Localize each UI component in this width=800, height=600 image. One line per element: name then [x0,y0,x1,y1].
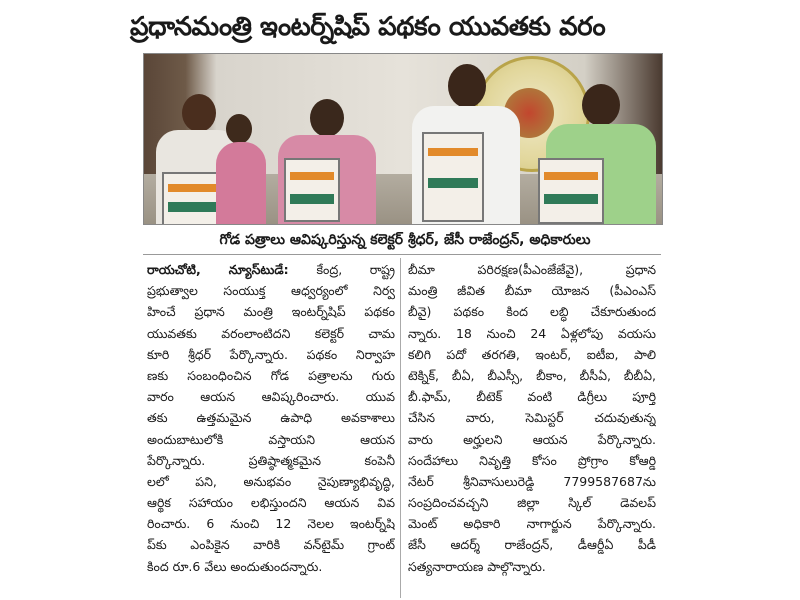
article-column-2 [408,259,656,577]
article-line: ప్రభుత్వాల సంయుక్త ఆధ్వర్యంలో నిర్వ [147,283,395,299]
article-line: మెంట్ అధికారి నాగార్జున పేర్కొన్నారు. [408,516,656,532]
article-line: వారు అర్హులని ఆయన పేర్కొన్నారు. [408,431,656,447]
article-column-1 [147,259,395,577]
article-line: సత్యనారాయణ పాల్గొన్నారు. [408,558,546,574]
article-line: తకు ఉత్తమమైన ఉపాధి అవకాశాలు [147,410,395,426]
article-line: యువతకు వరంలాంటిదని కలెక్టర్ చామ [147,325,395,341]
article-line: నేటర్ శ్రీనివాసులురెడ్డి 7799587687ను [408,473,656,489]
article-line: టెక్నిక్, బీఏ, బీఎస్సీ, బీకాం, బీసీఏ, బీబీఏ, [408,367,656,383]
article-line: కింద రూ.6 వేలు అందుతుందన్నారు. [147,558,323,574]
article-line: పేర్కొన్నారు. ప్రతిష్ఠాత్మకమైన కంపెనీ [147,452,395,468]
article-line: లలో పని, అనుభవం నైపుణ్యాభివృద్ధి, [147,473,395,489]
article-line: కూరి శ్రీధర్ పేర్కొన్నారు. పథకం నిర్వాహ [147,346,395,362]
article-line: అందుబాటులోకి వస్తాయని ఆయన [147,431,395,447]
article-line: బీమా పరిరక్షణ(పీఎంజేజేవై), ప్రధాన [408,262,656,277]
article-line: జేసీ ఆదర్శ్ రాజేంద్రన్, డీఆర్డీఏ పీడీ [408,537,656,553]
article-line [147,259,395,280]
poster-board-3 [422,132,484,222]
poster-board-4 [538,158,604,224]
article-line-text: కేంద్ర, రాష్ట్ర [316,262,395,277]
article-line: చేసిన వారు, సెమిస్టర్ చదువుతున్న [408,410,656,426]
poster-board-1 [162,172,222,225]
article-line: ణకు సంబంధించిన గోడ పత్రాలను గురు [147,367,395,383]
news-photo [143,53,663,225]
column-divider [400,258,401,598]
article-line: మంత్రి జీవిత బీమా యోజన (పీఎంఎస్ [408,283,656,299]
article-line: బీ.ఫామ్, బీటెక్ వంటి డిగ్రీలు పూర్తి [408,389,656,405]
article-line: రించారు. 6 నుంచి 12 నెలల ఇంటర్న్‌షి [147,516,395,532]
poster-board-2 [284,158,340,222]
person-back [216,114,266,224]
article-line: ప్‌కు ఎంపికైన వారికి వన్‌టైమ్ గ్రాంట్ [147,537,395,553]
article-line: హించే ప్రధాన మంత్రి ఇంటర్న్‌షిప్ పథకం [147,304,395,320]
article-line: సందేహాలు నివృత్తి కోసం ప్రోగ్రాం కోఆర్డి [408,452,656,468]
article-line: సంప్రదించవచ్చని జిల్లా స్కిల్ డెవలప్ [408,495,656,511]
article-line: కలిగి పదో తరగతి, ఇంటర్, ఐటీఐ, పాలి [408,346,656,362]
article-line: వారం ఆయన ఆవిష్కరించారు. యువ [147,389,395,405]
article-line: ఆర్థిక సహాయం లభిస్తుందని ఆయన వివ [147,495,395,511]
photo-caption: గోడ పత్రాలు ఆవిష్కరిస్తున్న కలెక్టర్ శ్రీధర్, జేసీ రాజేంద్రన్, అధికారులు [219,232,591,248]
divider [143,254,661,255]
article-line: బీవై) పథకం కింద లబ్ధి చేకూరుతుంద [408,304,656,320]
article-line: న్నారు. 18 నుంచి 24 ఏళ్లలోపు వయసు [408,325,656,341]
dateline: రాయచోటి, న్యూస్‌టుడే: [147,262,317,277]
headline: ప్రధానమంత్రి ఇంటర్న్‌షిప్ పథకం యువతకు వరం [130,12,606,42]
